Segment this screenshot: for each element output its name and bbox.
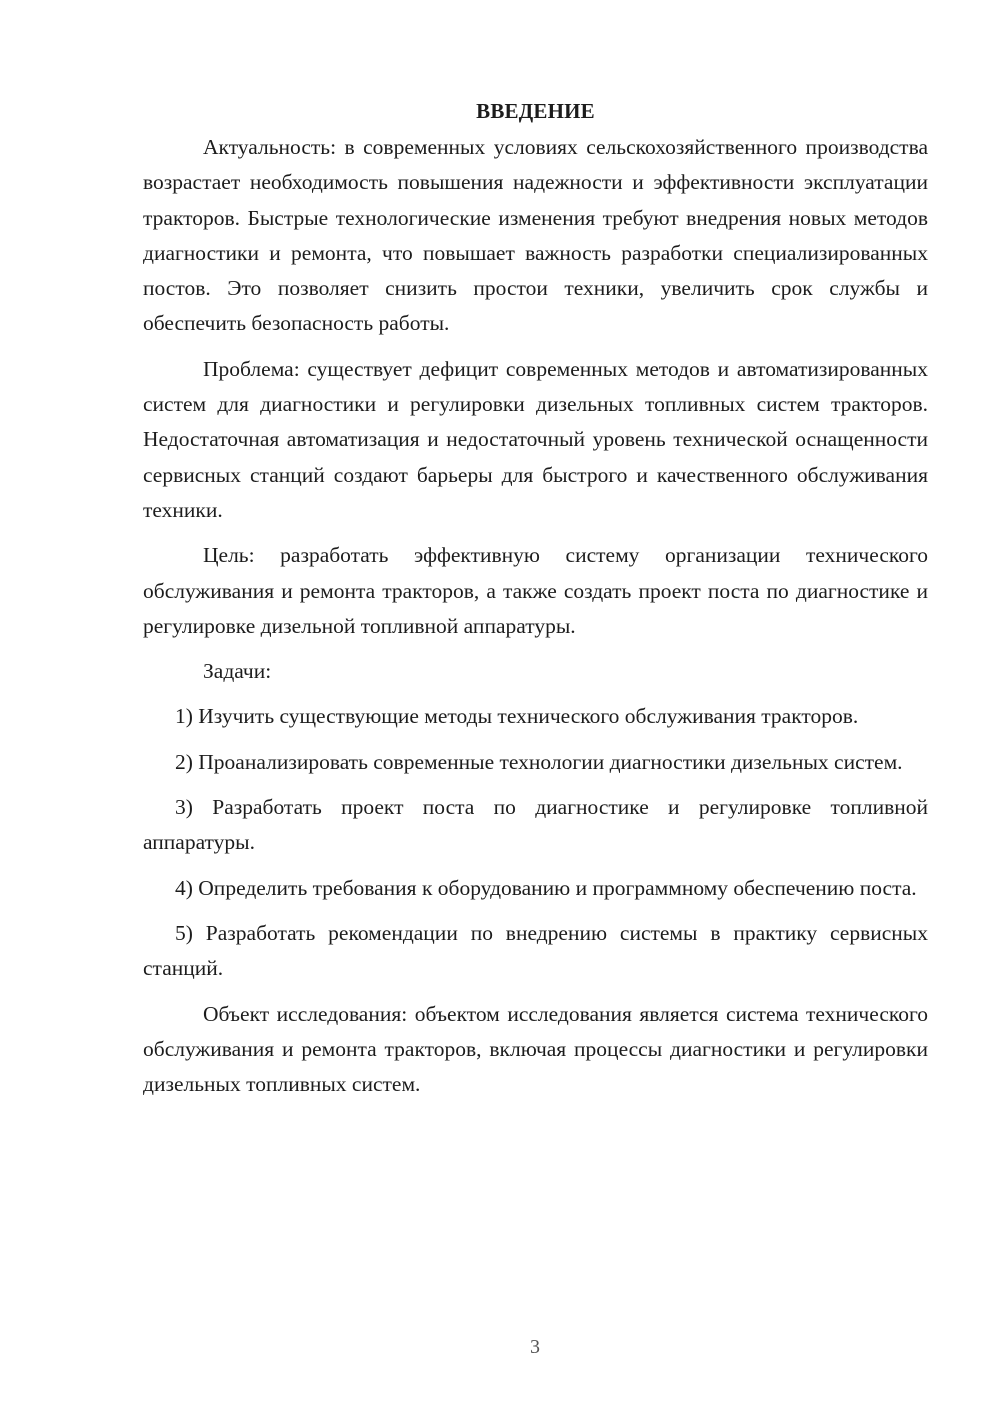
paragraph-object: Объект исследования: объектом исследования является система технического обслуживания и ремонта тракторов, включая процессы диагностики и регулировки дизельных топливных систем. — [143, 1001, 928, 1097]
task-item: 1) Изучить существующие методы технического обслуживания тракторов. — [175, 704, 859, 729]
page-number: 3 — [530, 1336, 540, 1358]
task-item: 5) Разработать рекомендации по внедрению системы в практику сервисных станций. — [143, 920, 928, 981]
task-item: 2) Проанализировать современные технологии диагностики дизельных систем. — [175, 749, 903, 774]
paragraph-goal: Цель: разработать эффективную систему организации технического обслуживания и ремонта тракторов, а также создать проект поста по диагностике и регулировке дизельной топливной аппаратуры. — [143, 543, 928, 638]
paragraph-problem: Проблема: существует дефицит современных методов и автоматизированных систем для диагностики и регулировки дизельных топливных систем тракторов. Недостаточная автоматизация и недостаточный уровень технической оснащенности сервисных станций создают барьеры для быстрого и качественного обслуживания техники. — [143, 356, 928, 522]
document-body — [143, 96, 928, 1112]
paragraph-relevance: Актуальность: в современных условиях сельскохозяйственного производства возрастает необходимость повышения надежности и эффективности эксплуатации тракторов. Быстрые технологические изменения требуют внедрения новых методов диагностики и ремонта, что повышает важность разработки специализированных постов. Это позволяет снизить простои техники, увеличить срок службы и обеспечить безопасность работы. — [143, 135, 928, 336]
tasks-heading: Задачи: — [203, 659, 272, 684]
task-item: 3) Разработать проект поста по диагностике и регулировке топливной аппаратуры. — [143, 795, 928, 855]
section-title: ВВЕДЕНИЕ — [476, 99, 595, 123]
task-item: 4) Определить требования к оборудованию и программному обеспечению поста. — [175, 875, 917, 900]
